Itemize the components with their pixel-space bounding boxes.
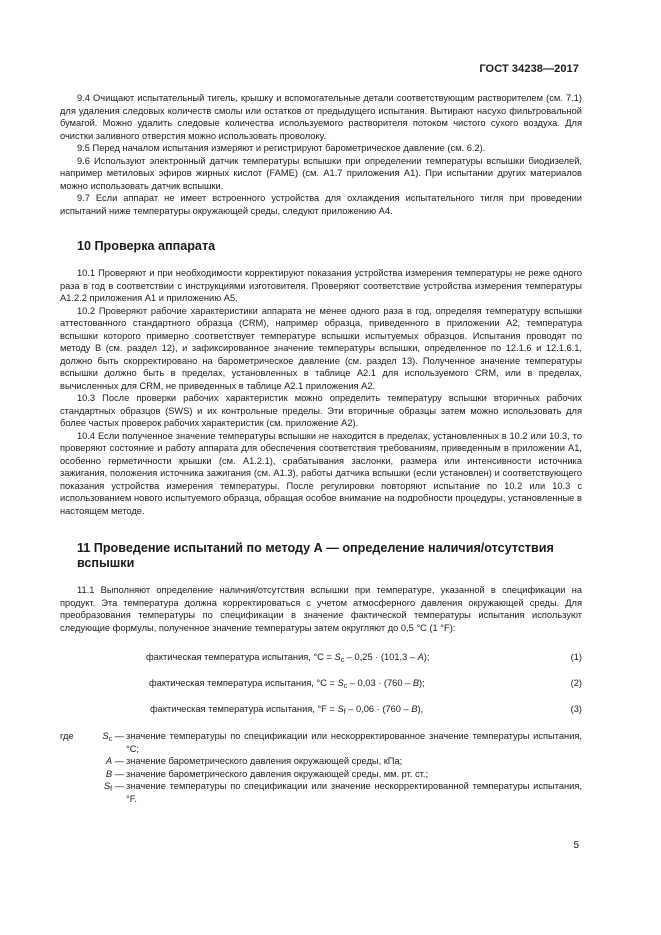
definition-text: значение барометрического давления окружающей среды, мм. рт. ст.; xyxy=(126,768,429,779)
section-11-heading: 11 Проведение испытаний по методу А — определение наличия/отсутствия вспышки xyxy=(77,541,554,570)
formula-3 xyxy=(60,696,582,722)
formula-number: (2) xyxy=(570,678,582,688)
paragraph-10-1: 10.1 Проверяют и при необходимости корректируют показания устройства измерения температуры не реже одного раза в год в соответствии с инструкциями изготовителя. Проверяют соответствие устройства измерения температуры А1.2.2 приложения А1 и приложению А5. xyxy=(60,268,582,303)
formula-number: (3) xyxy=(570,704,582,714)
definition-b: B — значение барометрического давления окружающей среды, мм. рт. ст.; xyxy=(105,768,429,779)
page-content xyxy=(60,92,582,805)
definition-text: значение температуры по спецификации или нескорректированное значение температуры испытания, °С; xyxy=(126,731,582,754)
paragraph-10-4: 10.4 Если полученное значение температуры вспышки не находится в пределах, установленных в 10.2 или 10.3, то проверяют состояние и работу аппарата для обеспечения соответствия требованиям, приведенным в приложении А1, особенно герметичности крышки (см. А1.2.1), срабатывания заслонки, размера или интенсивности источника зажигания, положения источника зажигания (см. А1.3), работы датчика вспышки (если установлен) и соответствующего показания устройства измерения температуры. После регулировки повторяют испытание по 10.2 или 10.3 с использованием нового испытуемого образца, обращая особое внимание на подробности процедуры, установленные в настоящем методе. xyxy=(60,430,582,516)
paragraph-9-5: 9.5 Перед началом испытания измеряют и регистрируют барометрическое давление (см. 6.2). xyxy=(77,143,486,153)
paragraph-10-3: 10.3 После проверки рабочих характеристик можно определить температуру вспышки вторичных рабочих стандартных образцов (SWS) и их контрольные пределы. Эти вторичные образцы затем можно использовать для более частых проверок рабочих характеристик (см. приложение А2). xyxy=(60,393,582,428)
formula-expression: фактическая температура испытания, $^\circ F = S_f - 0,06 \cdot (760 - B)$, xyxy=(150,704,424,716)
formula-1 xyxy=(60,644,582,670)
standard-designation: ГОСТ 34238—2017 xyxy=(479,63,579,75)
formula-block xyxy=(60,644,582,722)
paragraph-10-2: 10.2 Проверяют рабочие характеристики аппарата не менее одного раза в год, определяя температуру вспышки аттестованного стандартного образца (CRM), например образца, приведенного в приложении А2, температура вспышки которого примерно соответствует температуре вспышки испытуемых образцов. Испытания проводят по методу В (см. раздел 12), и зафиксированное значение температуры вспышки, определенное по 12.1.6 и 12.1.6.1, должно быть скорректировано на барометрическое давление (см. раздел 13). Полученное значение температуры вспышки должно быть в пределах, установленных в таблице А2.1 для используемого CRM, или в пределах, вычисленных для CRM, не приведенных в таблице А2.1 приложения А2. xyxy=(60,305,582,391)
formula-expression: фактическая температура испытания, $^\circ С = S_c - 0,25 \cdot (101,3 - A)$; xyxy=(146,652,430,664)
section-10-heading: 10 Проверка аппарата xyxy=(77,239,216,253)
definition-sc: где $S_c$ — значение температуры по спецификации или нескорректированное значение температуры испытания, °С; xyxy=(60,731,582,754)
formula-expression: фактическая температура испытания, $^\circ С = S_c - 0,03 \cdot (760 - B)$; xyxy=(149,678,425,690)
definition-a: A — значение барометрического давления окружающей среды, кПа; xyxy=(105,756,403,766)
paragraph-11-1: 11.1 Выполняют определение наличия/отсутствия вспышки при температуре, указанной в спецификации на продукт. Эта температура должна корректироваться с учетом атмосферного давления окружающей среды. Для преобразования температуры по спецификации в значение фактической температуры испытания используют следующие формулы, полученное значение температуры затем округляют до 0,5 °С (1 °F): xyxy=(60,585,582,633)
formula-number: (1) xyxy=(570,652,582,662)
paragraph-9-6: 9.6 Используют электронный датчик температуры вспышки при определении температуры вспышки биодизелей, например метиловых эфиров жирных кислот (FAME) (см. А1.7 приложения А1). При испытании других материалов можно использовать датчик вспышки. xyxy=(60,155,582,191)
paragraph-9-4: 9.4 Очищают испытательный тигель, крышку и вспомогательные детали соответствующим растворителем (см. 7.1) для удаления следовых количеств смолы или остатков от предыдущего испытания. Вытирают насухо фильтровальной бумагой. Можно удалить следовые количества используемого растворителя потоком чистого сухого воздуха. Для очистки заливного отверстия можно использовать проволоку. xyxy=(60,93,582,141)
definition-sf: $S_f$ — значение температуры по спецификации или значение нескорректированной температуры испытания, °F. xyxy=(103,781,582,804)
definition-text: значение температуры по спецификации или значение нескорректированной температуры испытания, °F. xyxy=(126,781,582,804)
definition-text: значение барометрического давления окружающей среды, кПа; xyxy=(126,756,403,766)
page-number: 5 xyxy=(573,840,579,851)
definitions-list xyxy=(60,730,582,805)
formula-2 xyxy=(60,670,582,696)
paragraph-9-7: 9.7 Если аппарат не имеет встроенного устройства для охлаждения испытательного тигля при проведении испытаний ниже температуры окружающей среды, следуют приложению А4. xyxy=(60,193,582,216)
